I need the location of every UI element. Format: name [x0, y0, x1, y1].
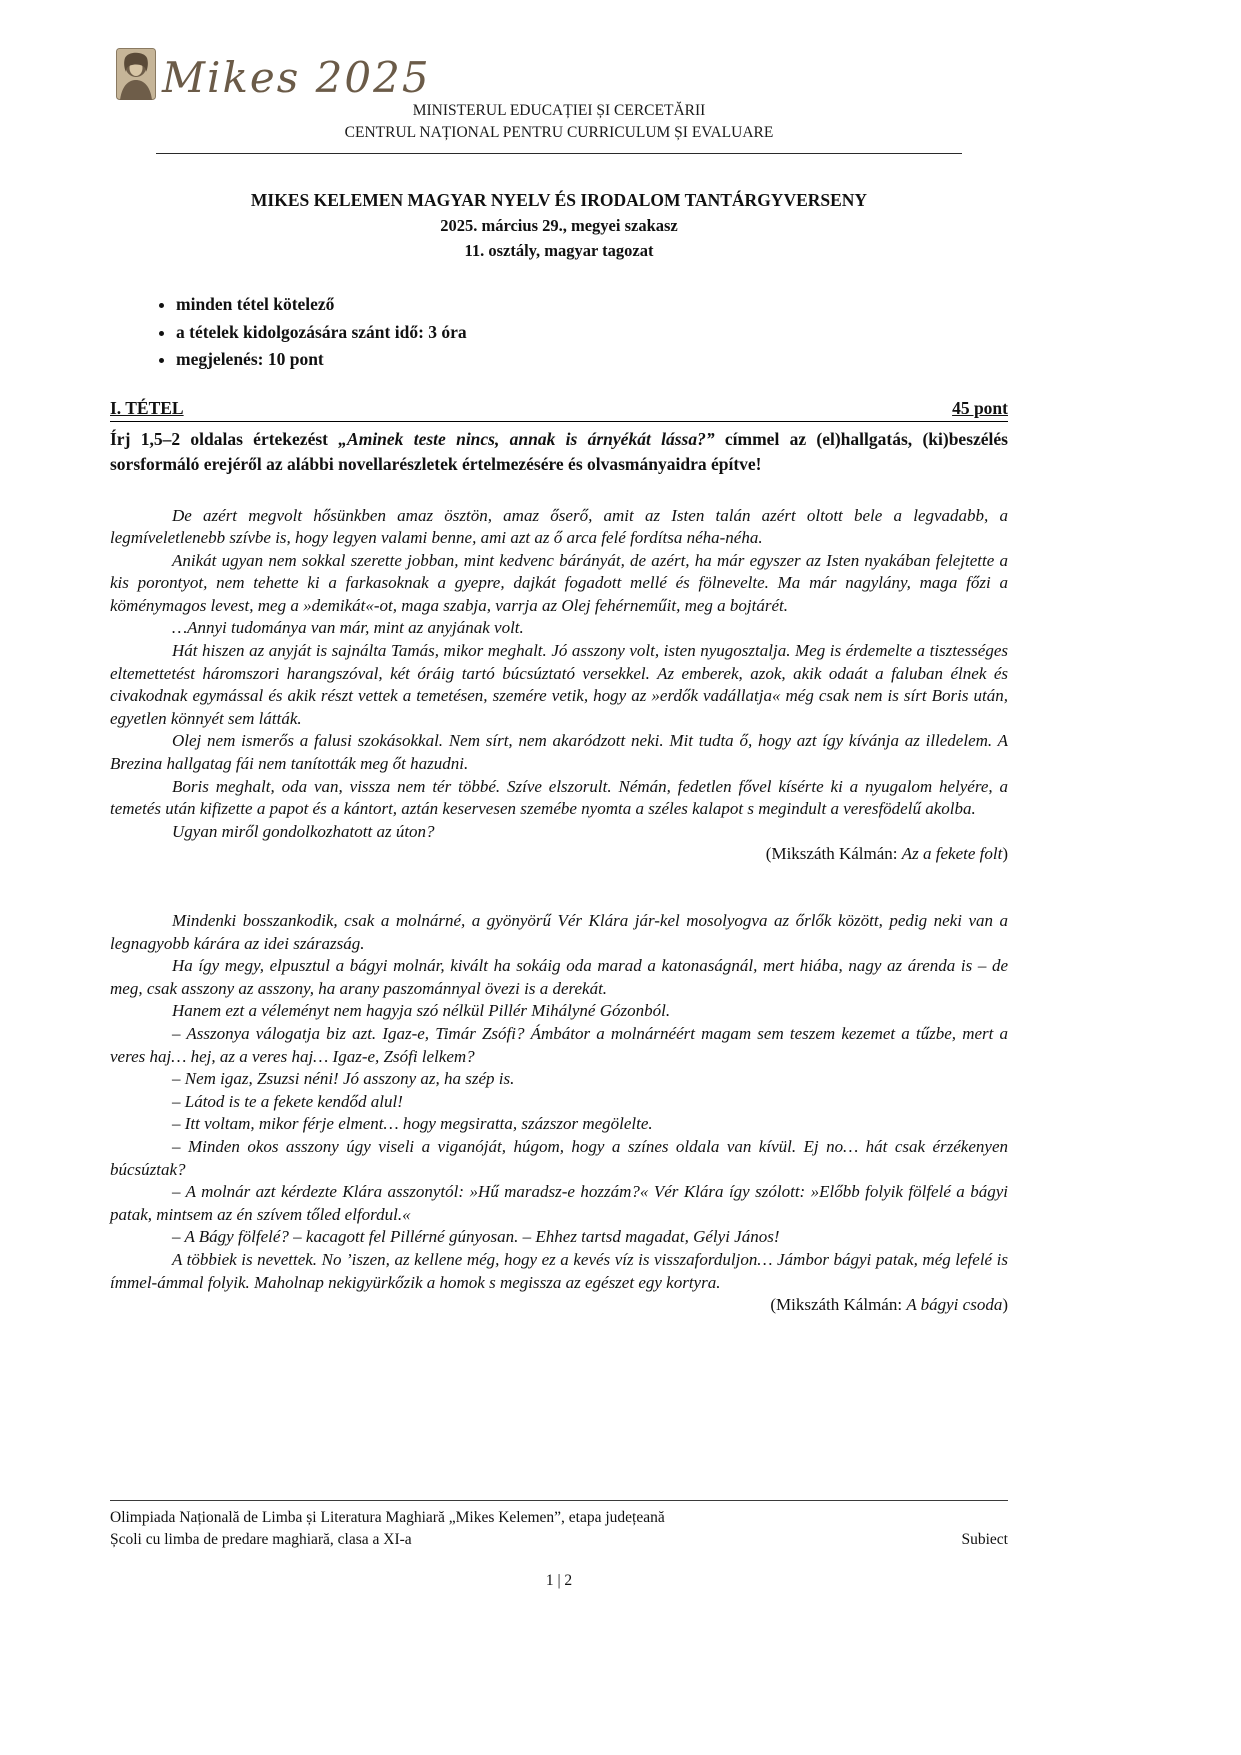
- excerpt-paragraph: Mindenki bosszankodik, csak a molnárné, a gyönyörű Vér Klára jár-kel mosolyogva az őrlők között, pedig neki van a legnagyobb kárára az idei szárazság.: [110, 911, 1008, 953]
- footer-school-line: Școli cu limba de predare maghiară, clasa a XI-a: [110, 1531, 412, 1548]
- ministry-line-1: MINISTERUL EDUCAȚIEI ȘI CERCETĂRII: [412, 102, 706, 119]
- footer-subject-label: Subiect: [961, 1531, 1008, 1548]
- instruction-item: • minden tétel kötelező: [176, 291, 1008, 319]
- excerpt-paragraph: – A Bágy fölfelé? – kacagott fel Pillérné gúnyosan. – Ehhez tartsd magadat, Gélyi János!: [172, 1227, 780, 1247]
- ministry-line-2: CENTRUL NAȚIONAL PENTRU CURRICULUM ȘI EVALUARE: [344, 124, 774, 141]
- excerpt-paragraph: – Itt voltam, mikor férje elment… hogy megsiratta, százszor megölelte.: [172, 1114, 653, 1134]
- excerpt-paragraph: Boris meghalt, oda van, vissza nem tér többé. Szíve elszorult. Némán, fedetlen fővel kísérte ki a nyugalom helyére, a temetés után kifizette a papot és a kántort, aztán keservesen szemébe nyomta a széles kalapot s megindult a veresfödelű akolba.: [110, 776, 1008, 819]
- mikes-portrait-image: [116, 48, 156, 100]
- excerpt-paragraph: – A molnár azt kérdezte Klára asszonytól: »Hű maradsz-e hozzám?« Vér Klára így szólott: »Előbb folyik fölfelé a bágyi patak, mintsem az én szívem tőled elfordul.«: [110, 1182, 1008, 1224]
- instruction-list: [110, 291, 1008, 374]
- excerpt-paragraph: Anikát ugyan nem sokkal szerette jobban, mint kedvenc bárányát, de azért, ha már egyszer az Isten nyakában felejtette a kis porontyot, nem tehette ki a farkasoknak a gyepre, dajkát fogadott mellé és fölnevelte. Ma már nagylány, maga főzi a köménymagos levest, meg a »demikát«-ot, maga szabja, varrja az Olej fehérneműit, meg a bojtárét.: [110, 550, 1008, 615]
- excerpt-paragraph: A többiek is nevettek. No ’iszen, az kellene még, hogy ez a kevés víz is visszaforduljon… Jámbor bágyi patak, még lefelé is ímmel-ámmal folyik. Maholnap nekigyürkőzik a homok s megissza az egészet egy kortyra.: [110, 1249, 1008, 1292]
- section-points: 45 pont: [952, 397, 1008, 418]
- attribution-work-title: Az a fekete folt: [901, 844, 1003, 864]
- task-prefix: Írj 1,5–2 oldalas értekezést: [110, 428, 339, 449]
- task-quote-title: „Aminek teste nincs, annak is árnyékát lássa?”: [338, 428, 715, 449]
- attribution-close: ): [1002, 1295, 1008, 1315]
- header-divider: [156, 153, 962, 154]
- excerpt-paragraph: – Nem igaz, Zsuzsi néni! Jó asszony az, ha szép is.: [172, 1069, 515, 1089]
- task-paragraph: [110, 427, 1008, 478]
- instruction-item: • a tételek kidolgozására szánt idő: 3 óra: [176, 319, 1008, 347]
- attribution-author: (Mikszáth Kálmán:: [770, 1295, 907, 1315]
- excerpt-paragraph: …Annyi tudománya van már, mint az anyjának volt.: [172, 618, 524, 638]
- section-heading-row: [110, 398, 1008, 422]
- attribution-author: (Mikszáth Kálmán:: [765, 844, 902, 864]
- header-logo: [116, 44, 1008, 100]
- excerpt-paragraph: – Látod is te a fekete kendőd alul!: [172, 1091, 403, 1111]
- excerpt-paragraph: – Asszonya válogatja biz azt. Igaz-e, Timár Zsófi? Ámbátor a molnárnéért magam sem teszem kezemet a tűzbe, mert a veres haj… hej, az a veres haj… Igaz-e, Zsófi lelkem?: [110, 1023, 1008, 1066]
- competition-title: MIKES KELEMEN MAGYAR NYELV ÉS IRODALOM TANTÁRGYVERSENY: [250, 190, 868, 210]
- attribution-work-title: A bágyi csoda: [906, 1295, 1003, 1315]
- task-suffix: címmel az (el)hallgatás, (ki)beszélés sorsformáló erejéről az alábbi novellarészletek értelmezésére és olvasmányaidra építve!: [110, 428, 1008, 474]
- excerpt-paragraph: Hát hiszen az anyját is sajnálta Tamás, mikor meghalt. Jó asszony volt, isten nyugosztalja. Meg is érdemelte a tisztességes eltemettetést háromszori harangszóval, két óráig tartó búcsúztató versekkel. Az emberek, azok, akik odaát a faluban élnek és civakodnak egymással és akik részt vettek a temetésen, szemére vetik, hogy az »erdők vadállatja« még csak nem is sírt Boris után, egyetlen könnyét sem látták.: [110, 641, 1008, 728]
- ministry-block: [110, 100, 1008, 144]
- excerpt-paragraph: Olej nem ismerős a falusi szokásokkal. Nem sírt, nem akaródzott neki. Mit tudta ő, hogy azt így kívánja az illedelem. A Brezina hallgatag fái nem tanították meg őt hazudni.: [110, 731, 1008, 774]
- excerpt-paragraph: Hanem ezt a véleményt nem hagyja szó nélkül Pillér Mihályné Gózonból.: [172, 1001, 671, 1021]
- section-heading: I. TÉTEL: [110, 397, 184, 418]
- excerpt-paragraph: Ha így megy, elpusztul a bágyi molnár, kivált ha sokáig oda marad a katonaságnál, mert hiába, nagy az árenda is – de meg, csak asszony az asszony, ha arany paszománnyal övezi is a derekát.: [110, 956, 1008, 998]
- page-footer: [110, 1500, 1008, 1551]
- excerpt-paragraph: – Minden okos asszony úgy viseli a viganóját, húgom, hogy a színes oldala van kívül. Ej no… hát csak érzékenyen búcsúztak?: [110, 1136, 1008, 1179]
- logo-wordmark: Mikes 2025: [162, 53, 431, 102]
- instruction-item: • megjelenés: 10 pont: [176, 346, 1008, 374]
- attribution-close: ): [1002, 844, 1008, 864]
- competition-grade: 11. osztály, magyar tagozat: [464, 241, 654, 260]
- novella-excerpt-1: [110, 505, 1008, 867]
- novella-excerpt-2: [110, 910, 1008, 1317]
- excerpt-attribution: [110, 1294, 1008, 1317]
- excerpt-paragraph: De azért megvolt hősünkben amaz ösztön, amaz őserő, amit az Isten talán azért oltott bele a legvadabb, a legmíveletlenebb szívbe is, hogy legyen valami benne, ami azt az ő arca felé fordítsa néha-néha.: [110, 505, 1008, 548]
- footer-olympiad-line: Olimpiada Națională de Limba și Literatura Maghiară „Mikes Kelemen”, etapa județeană: [110, 1509, 665, 1526]
- page-number: 1 | 2: [545, 1572, 573, 1589]
- excerpt-attribution: [110, 843, 1008, 866]
- excerpt-paragraph: Ugyan miről gondolkozhatott az úton?: [172, 821, 435, 841]
- competition-date-stage: 2025. március 29., megyei szakasz: [440, 216, 678, 235]
- footer-second-line: [110, 1529, 1008, 1551]
- competition-title-block: [110, 187, 1008, 263]
